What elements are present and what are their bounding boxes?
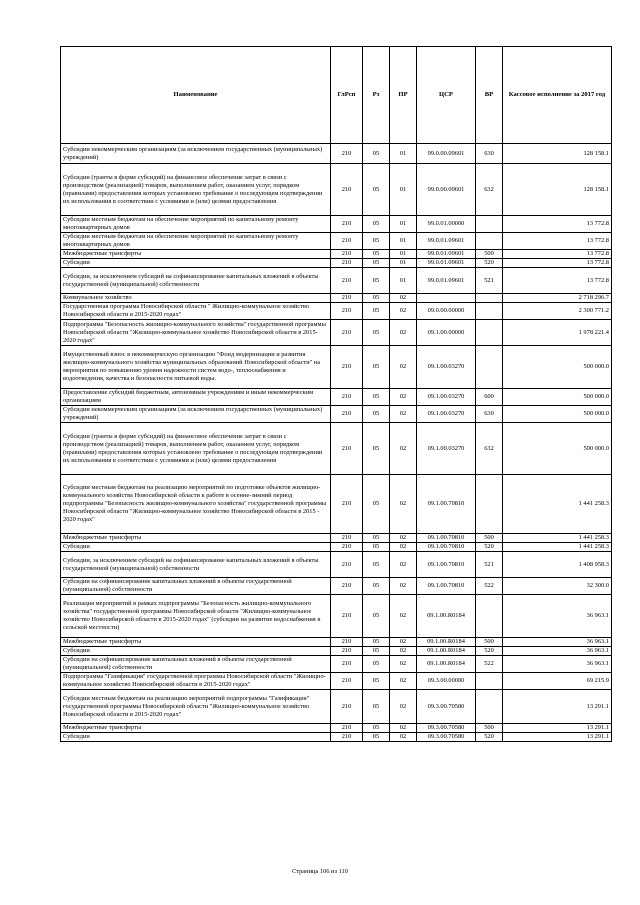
row-amount: 13 772.8 (503, 268, 612, 294)
table-row (61, 250, 612, 259)
row-vr: 632 (476, 164, 503, 216)
row-name: Субсидии (61, 259, 331, 268)
row-pr: 02 (390, 578, 417, 595)
row-amount: 1 441 258.3 (503, 475, 612, 534)
row-csr: 09.3.00.00000 (417, 673, 476, 690)
row-csr: 09.1.00.70810 (417, 534, 476, 543)
row-name: Государственная программа Новосибирской области " Жилищно-коммунальное хозяйство Новосибирской области в 2015-2020 годах" (61, 303, 331, 320)
table-row (61, 690, 612, 724)
row-csr: 09.1.00.00000 (417, 320, 476, 346)
row-amount: 1 408 958.3 (503, 552, 612, 578)
row-vr: 500 (476, 724, 503, 733)
row-pr: 02 (390, 543, 417, 552)
row-amount: 69 215.9 (503, 673, 612, 690)
table-row (61, 294, 612, 303)
table-row (61, 268, 612, 294)
row-glrsp: 210 (331, 534, 363, 543)
table-body (61, 144, 612, 742)
row-csr: 09.1.00.70810 (417, 543, 476, 552)
row-glrsp: 210 (331, 259, 363, 268)
row-glrsp: 210 (331, 268, 363, 294)
row-name: Межбюджетные трансферты (61, 250, 331, 259)
row-pr: 02 (390, 423, 417, 475)
row-vr: 600 (476, 389, 503, 406)
row-csr: 09.1.00.R0184 (417, 595, 476, 638)
row-rz: 05 (363, 534, 390, 543)
row-glrsp: 210 (331, 303, 363, 320)
row-pr: 02 (390, 294, 417, 303)
row-glrsp: 210 (331, 647, 363, 656)
row-rz: 05 (363, 346, 390, 389)
row-name: Межбюджетные трансферты (61, 724, 331, 733)
row-glrsp: 210 (331, 552, 363, 578)
row-rz: 05 (363, 294, 390, 303)
table-row (61, 303, 612, 320)
row-rz: 05 (363, 250, 390, 259)
row-pr: 02 (390, 656, 417, 673)
row-vr: 521 (476, 552, 503, 578)
row-rz: 05 (363, 690, 390, 724)
row-vr: 520 (476, 733, 503, 742)
row-rz: 05 (363, 656, 390, 673)
row-name: Коммунальное хозяйство (61, 294, 331, 303)
row-vr (476, 303, 503, 320)
row-csr: 99.0.00.09601 (417, 164, 476, 216)
row-amount: 500 000.0 (503, 423, 612, 475)
row-glrsp: 210 (331, 656, 363, 673)
table-row (61, 259, 612, 268)
row-name: Субсидии некоммерческим организациям (за исключением государственных (муниципальных) учреждений) (61, 406, 331, 423)
row-vr (476, 346, 503, 389)
table-row (61, 647, 612, 656)
row-pr: 02 (390, 346, 417, 389)
row-pr: 01 (390, 164, 417, 216)
table-row (61, 346, 612, 389)
header-vr: ВР (476, 47, 503, 144)
row-vr: 500 (476, 534, 503, 543)
row-csr: 09.3.00.70580 (417, 724, 476, 733)
row-glrsp: 210 (331, 690, 363, 724)
row-name: Реализация мероприятий в рамках подпрограммы "Безопасность жилищно-коммунального хозяйства" государственной программы Новосибирской области "Жилищно-коммунальное хозяйство Новосибирской области в 2015-2020 годах" (субсидии на развитие водоснабжения в сельской местности) (61, 595, 331, 638)
row-amount: 1 978 221.4 (503, 320, 612, 346)
row-name: Субсидии местным бюджетам на реализацию мероприятий по подготовке объектов жилищно-коммунального хозяйства Новосибирской области к работе в осенне-зимний период подпрограммы "Безопасность жилищно-коммунального хозяйства" государственной программы Новосибирской области "Жилищно-коммунальное хозяйство Новосибирской области в 2015 - 2020 годах" (61, 475, 331, 534)
row-glrsp: 210 (331, 216, 363, 233)
row-name: Субсидии (61, 733, 331, 742)
row-rz: 05 (363, 578, 390, 595)
row-name: Субсидии, за исключением субсидий на софинансирование капитальных вложений в объекты государственной (муниципальной) собственности (61, 552, 331, 578)
row-name: Субсидии (гранты в форме субсидий) на финансовое обеспечение затрат в связи с производством (реализацией) товаров, выполнением работ, оказанием услуг, порядком (правилами) предоставления которых установлено требование о последующем подтверждении их использования в соответствии с условиями и (или) целями предоставления (61, 164, 331, 216)
row-csr: 09.1.00.03270 (417, 406, 476, 423)
row-csr: 09.3.00.70580 (417, 733, 476, 742)
row-vr: 522 (476, 656, 503, 673)
row-glrsp: 210 (331, 389, 363, 406)
row-vr: 521 (476, 268, 503, 294)
row-vr (476, 294, 503, 303)
row-glrsp: 210 (331, 164, 363, 216)
table-row (61, 673, 612, 690)
row-vr: 500 (476, 638, 503, 647)
row-pr: 02 (390, 406, 417, 423)
header-pr: ПР (390, 47, 417, 144)
row-amount: 500 000.0 (503, 406, 612, 423)
row-glrsp: 210 (331, 144, 363, 164)
row-amount: 2 300 771.2 (503, 303, 612, 320)
row-vr: 632 (476, 423, 503, 475)
row-vr (476, 690, 503, 724)
row-amount: 13 291.1 (503, 733, 612, 742)
table-row (61, 595, 612, 638)
row-name: Субсидии (гранты в форме субсидий) на финансовое обеспечение затрат в связи с производством (реализацией) товаров, выполнением работ, оказанием услуг, порядком (правилами) предоставления которых установлено требование о последующем подтверждении их использования в соответствии с условиями и (или) целями предоставления (61, 423, 331, 475)
row-vr: 520 (476, 543, 503, 552)
row-csr: 09.1.00.R0184 (417, 656, 476, 673)
table-row (61, 423, 612, 475)
page-number: Страница 106 из 110 (292, 868, 348, 875)
row-name: Субсидии местным бюджетам на реализацию мероприятий подпрограммы "Газификация" государственной программы Новосибирской области "Жилищно-коммунальное хозяйство Новосибирской области в 2015-2020 годах" (61, 690, 331, 724)
row-amount: 36 963.1 (503, 595, 612, 638)
row-rz: 05 (363, 164, 390, 216)
row-name: Имущественный взнос в некоммерческую организацию "Фонд модернизации и развития жилищно-коммунального хозяйства муниципальных образований Новосибирской области" на мероприятия по повышению уровня надежности систем водо-, теплоснабжения и водоотведения, качества и безопасности питьевой воды. (61, 346, 331, 389)
row-csr: 09.3.00.70580 (417, 690, 476, 724)
row-csr: 99.0.00.09601 (417, 144, 476, 164)
row-pr: 02 (390, 724, 417, 733)
row-name: Межбюджетные трансферты (61, 638, 331, 647)
row-glrsp: 210 (331, 733, 363, 742)
row-rz: 05 (363, 552, 390, 578)
row-csr (417, 294, 476, 303)
row-name: Предоставление субсидий бюджетным, автономным учреждениям и иным некоммерческим организациям (61, 389, 331, 406)
row-amount: 13 772.8 (503, 259, 612, 268)
row-pr: 02 (390, 647, 417, 656)
row-name: Субсидии на софинансирование капитальных вложений в объекты государственной (муниципальной) собственности (61, 578, 331, 595)
row-vr (476, 320, 503, 346)
row-name: Субсидии, за исключением субсидий на софинансирование капитальных вложений в объекты государственной (муниципальной) собственности (61, 268, 331, 294)
table-row (61, 144, 612, 164)
table-row (61, 389, 612, 406)
row-vr: 630 (476, 144, 503, 164)
row-name: Межбюджетные трансферты (61, 534, 331, 543)
row-amount: 13 772.8 (503, 216, 612, 233)
header-csr: ЦСР (417, 47, 476, 144)
row-rz: 05 (363, 543, 390, 552)
row-csr: 09.1.00.03270 (417, 346, 476, 389)
row-pr: 02 (390, 673, 417, 690)
row-rz: 05 (363, 724, 390, 733)
row-vr (476, 595, 503, 638)
row-pr: 02 (390, 595, 417, 638)
row-vr: 520 (476, 259, 503, 268)
row-vr (476, 475, 503, 534)
row-amount: 500 000.0 (503, 389, 612, 406)
row-name: Субсидии (61, 647, 331, 656)
row-glrsp: 210 (331, 294, 363, 303)
row-pr: 02 (390, 638, 417, 647)
row-amount: 32 300.0 (503, 578, 612, 595)
row-rz: 05 (363, 144, 390, 164)
table-row (61, 216, 612, 233)
row-pr: 01 (390, 144, 417, 164)
row-amount: 500 000.0 (503, 346, 612, 389)
row-rz: 05 (363, 475, 390, 534)
header-name: Наименование (61, 47, 331, 144)
row-glrsp: 210 (331, 578, 363, 595)
row-csr: 09.0.00.00000 (417, 303, 476, 320)
row-glrsp: 210 (331, 543, 363, 552)
row-amount: 13 291.1 (503, 690, 612, 724)
row-rz: 05 (363, 320, 390, 346)
table-row (61, 543, 612, 552)
header-row (61, 47, 612, 144)
row-pr: 02 (390, 690, 417, 724)
row-glrsp: 210 (331, 724, 363, 733)
row-amount: 36 963.1 (503, 656, 612, 673)
row-pr: 01 (390, 233, 417, 250)
table-row (61, 406, 612, 423)
row-glrsp: 210 (331, 233, 363, 250)
row-glrsp: 210 (331, 638, 363, 647)
row-csr: 99.0.01.00000 (417, 216, 476, 233)
table-row (61, 656, 612, 673)
table-row (61, 578, 612, 595)
row-rz: 05 (363, 423, 390, 475)
row-name: Субсидии на софинансирование капитальных вложений в объекты государственной (муниципальной) собственности (61, 656, 331, 673)
row-rz: 05 (363, 647, 390, 656)
row-pr: 01 (390, 268, 417, 294)
row-rz: 05 (363, 638, 390, 647)
row-rz: 05 (363, 268, 390, 294)
row-vr: 630 (476, 406, 503, 423)
row-csr: 09.1.00.R0184 (417, 638, 476, 647)
row-name: Подпрограмма "Газификация" государственной программы Новосибирской области "Жилищно-коммунальное хозяйство Новосибирской области в 2015-2020 годах" (61, 673, 331, 690)
row-vr: 500 (476, 250, 503, 259)
row-amount: 13 291.1 (503, 724, 612, 733)
row-amount: 1 441 258.3 (503, 534, 612, 543)
row-rz: 05 (363, 595, 390, 638)
row-amount: 128 158.1 (503, 144, 612, 164)
row-pr: 02 (390, 552, 417, 578)
table-row (61, 638, 612, 647)
row-pr: 01 (390, 216, 417, 233)
row-csr: 09.1.00.70810 (417, 552, 476, 578)
table-row (61, 552, 612, 578)
row-name: Субсидии местным бюджетам на обеспечение мероприятий по капитальному ремонту многоквартирных домов (61, 233, 331, 250)
row-csr: 09.1.00.03270 (417, 423, 476, 475)
row-rz: 05 (363, 406, 390, 423)
row-rz: 05 (363, 303, 390, 320)
row-pr: 02 (390, 733, 417, 742)
row-vr (476, 233, 503, 250)
row-glrsp: 210 (331, 423, 363, 475)
row-glrsp: 210 (331, 406, 363, 423)
row-csr: 99.0.01.09601 (417, 268, 476, 294)
row-pr: 01 (390, 250, 417, 259)
table-row (61, 475, 612, 534)
row-glrsp: 210 (331, 250, 363, 259)
row-rz: 05 (363, 216, 390, 233)
table-row (61, 733, 612, 742)
row-csr: 99.0.01.09601 (417, 233, 476, 250)
row-csr: 99.0.01.09601 (417, 250, 476, 259)
row-glrsp: 210 (331, 673, 363, 690)
row-amount: 1 441 258.3 (503, 543, 612, 552)
table-row (61, 164, 612, 216)
row-glrsp: 210 (331, 595, 363, 638)
row-rz: 05 (363, 673, 390, 690)
budget-table (60, 46, 612, 742)
row-vr: 520 (476, 647, 503, 656)
row-rz: 05 (363, 233, 390, 250)
row-rz: 05 (363, 389, 390, 406)
row-rz: 05 (363, 733, 390, 742)
row-name: Субсидии местным бюджетам на обеспечение мероприятий по капитальному ремонту многоквартирных домов (61, 216, 331, 233)
row-amount: 13 772.8 (503, 250, 612, 259)
row-pr: 02 (390, 389, 417, 406)
row-pr: 02 (390, 320, 417, 346)
row-name: Подпрограмма "Безопасность жилищно-коммунального хозяйства" государственной программы Новосибирской области "Жилищно-коммунальное хозяйство Новосибирской области в 2015-2020 годах" (61, 320, 331, 346)
header-amount: Кассовое исполнение за 2017 год (503, 47, 612, 144)
row-csr: 09.1.00.70810 (417, 578, 476, 595)
row-amount: 13 772.8 (503, 233, 612, 250)
row-vr (476, 216, 503, 233)
row-amount: 2 718 296.7 (503, 294, 612, 303)
header-glrsp: ГлРсп (331, 47, 363, 144)
row-amount: 128 158.1 (503, 164, 612, 216)
budget-sheet (60, 46, 611, 742)
row-amount: 36 963.1 (503, 647, 612, 656)
row-amount: 36 963.1 (503, 638, 612, 647)
row-pr: 02 (390, 534, 417, 543)
row-glrsp: 210 (331, 475, 363, 534)
table-row (61, 233, 612, 250)
row-glrsp: 210 (331, 320, 363, 346)
row-csr: 99.0.01.09601 (417, 259, 476, 268)
row-pr: 02 (390, 475, 417, 534)
row-pr: 02 (390, 303, 417, 320)
row-name: Субсидии (61, 543, 331, 552)
row-vr (476, 673, 503, 690)
row-csr: 09.1.00.70810 (417, 475, 476, 534)
table-row (61, 724, 612, 733)
row-pr: 01 (390, 259, 417, 268)
row-vr: 522 (476, 578, 503, 595)
header-rz: Рз (363, 47, 390, 144)
row-csr: 09.1.00.03270 (417, 389, 476, 406)
table-row (61, 534, 612, 543)
row-glrsp: 210 (331, 346, 363, 389)
row-csr: 09.1.00.R0184 (417, 647, 476, 656)
row-name: Субсидии некоммерческим организациям (за исключением государственных (муниципальных) учреждений) (61, 144, 331, 164)
row-rz: 05 (363, 259, 390, 268)
table-row (61, 320, 612, 346)
